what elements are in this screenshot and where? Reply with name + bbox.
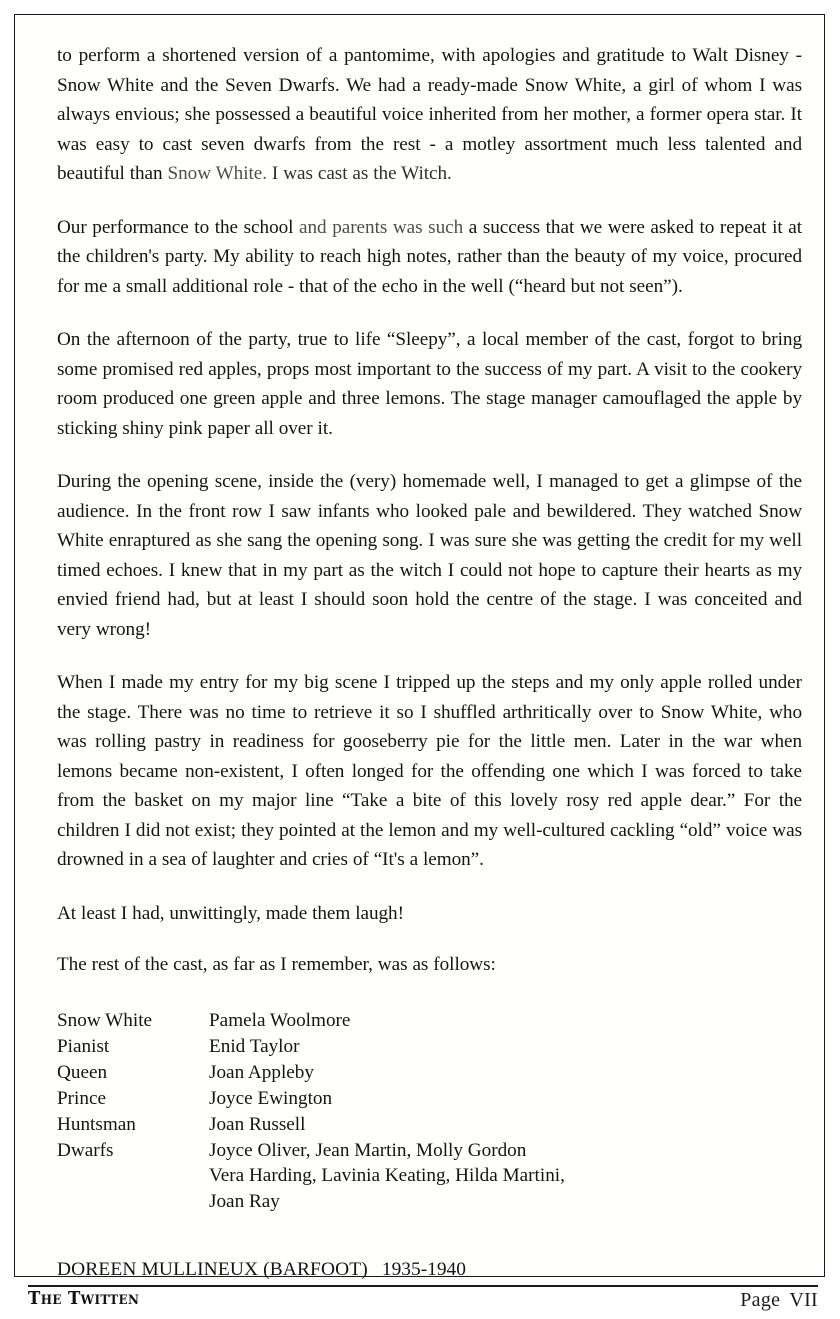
cast-role: Snow White — [57, 1009, 153, 1031]
article-body — [57, 41, 802, 1283]
author-byline — [57, 1257, 802, 1283]
text-run: a success that we were asked to repeat it at the children's party. My ability to reach high notes, rather than the beauty of my voice, procured for me a small additional role - that of the echo in the well (“heard but not seen”). — [57, 216, 802, 297]
text-run: The rest of the cast, as far as I remember, was as follows: — [57, 954, 496, 975]
cast-player: Joyce Ewington — [209, 1087, 333, 1109]
body-paragraph — [57, 899, 802, 929]
body-paragraph — [57, 467, 802, 644]
text-run: I was cast as the Witch. — [266, 163, 452, 184]
cast-player: Joyce Oliver, Jean Martin, Molly Gordon Vera Harding, Lavinia Keating, Hilda Martini, Joan Ray — [209, 1138, 565, 1215]
cast-row — [57, 1112, 565, 1138]
cast-player: Joan Appleby — [209, 1061, 314, 1083]
cast-row — [57, 1034, 565, 1060]
author-years: 1935-1940 — [381, 1258, 466, 1280]
cast-role: Dwarfs — [57, 1139, 114, 1161]
text-run: At least I had, unwittingly, made them laugh! — [57, 902, 404, 924]
page-number-value: VII — [789, 1289, 818, 1311]
author-name: DOREEN MULLINEUX (BARFOOT) — [57, 1258, 368, 1280]
cast-list-body — [57, 1008, 565, 1215]
page-number — [740, 1288, 818, 1312]
cast-intro-paragraph — [57, 950, 802, 980]
page-footer — [28, 1288, 818, 1318]
cast-player: Pamela Woolmore — [209, 1009, 351, 1031]
cast-role: Prince — [57, 1087, 107, 1109]
page-border-frame — [14, 14, 825, 1280]
footer-divider-rule — [28, 1285, 818, 1287]
body-paragraph — [57, 41, 802, 189]
page-number-label: Page — [740, 1289, 781, 1311]
cast-list-table — [57, 1008, 565, 1215]
cast-row — [57, 1086, 565, 1112]
cast-row — [57, 1060, 565, 1086]
text-run: On the afternoon of the party, true to life “Sleepy”, a local member of the cast, forgot to bring some promised red apples, props most important to the success of my part. A visit to the cookery room produced one green apple and three lemons. The stage manager camouflaged the apple by sticking shiny pink paper all over it. — [57, 329, 802, 439]
cast-player-extra-line: Joan Ray — [209, 1190, 280, 1212]
cast-player: Enid Taylor — [209, 1035, 300, 1057]
text-run: Our performance to the school — [57, 216, 300, 238]
cast-row — [57, 1138, 565, 1215]
body-paragraph — [57, 325, 802, 443]
publication-masthead: The Twitten — [28, 1288, 140, 1309]
text-run: During the opening scene, inside the (very) homemade well, I managed to get a glimpse of the audience. In the front row I saw infants who looked pale and bewildered. They watched Snow White enraptured as she sang the opening song. I was sure she was getting the credit for my well timed echoes. I knew that in my part as the witch I could not hope to capture their hearts as my envied friend had, but at least I should soon hold the centre of the stage. I was conceited and very wrong! — [57, 471, 802, 640]
body-paragraph — [57, 668, 802, 875]
cast-player-extra-line: Vera Harding, Lavinia Keating, Hilda Martini, — [209, 1165, 565, 1186]
cast-row — [57, 1008, 565, 1034]
text-run: Snow White. — [167, 163, 267, 184]
cast-role: Pianist — [57, 1035, 110, 1057]
text-run: and parents was such — [299, 216, 464, 238]
text-run: When I made my entry for my big scene I tripped up the steps and my only apple rolled under the stage. There was no time to retrieve it so I shuffled arthritically over to Snow White, who was rolling pastry in readiness for gooseberry pie for the little men. Later in the war when lemons became non-existent, I often longed for the offending one which I was forced to take from the basket on my major line “Take a bite of this lovely rosy red apple dear.” For the children I did not exist; they pointed at the lemon and my well-cultured cackling “old” voice was drowned in a sea of laughter and cries of “It's a lemon”. — [57, 672, 802, 870]
text-run: to perform a shortened version of a pantomime, with apologies and gratitude to Walt Disney - Snow White and the Seven Dwarfs. We had a ready-made Snow White, a girl of whom I was always envious; she possessed a beautiful voice inherited from her mother, a former opera star. It was easy to cast seven dwarfs from the rest - a motley assortment much less talented and beautiful than — [57, 45, 802, 184]
body-paragraph — [57, 213, 802, 302]
cast-player: Joan Russell — [209, 1113, 306, 1135]
cast-role: Queen — [57, 1061, 108, 1083]
cast-role: Huntsman — [57, 1113, 136, 1135]
